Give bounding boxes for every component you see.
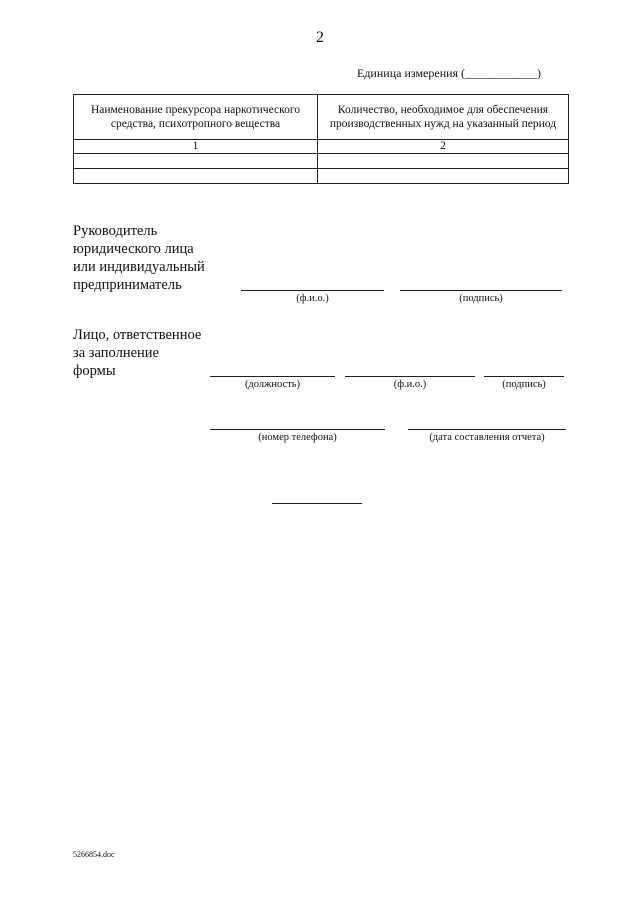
empty-cell: [318, 169, 569, 184]
head-of-entity-label: Руководитель юридического лица или индивидуальный предприниматель: [73, 223, 205, 293]
unit-of-measure-label: Единица измерения (____________): [357, 66, 542, 80]
report-date-caption: (дата составления отчета): [429, 432, 545, 443]
column-number-2: 2: [318, 140, 569, 154]
responsible-person-label: Лицо, ответственное за заполнение формы: [73, 327, 202, 379]
empty-cell: [74, 154, 318, 169]
empty-cell: [318, 154, 569, 169]
table-header-row: [74, 95, 569, 140]
header-required-quantity: Количество, необходимое для обеспечения производственных нужд на указанный период: [318, 95, 569, 140]
responsible-signature-caption: (подпись): [502, 379, 546, 390]
empty-cell: [74, 169, 318, 184]
responsible-phone-line: [210, 429, 385, 430]
table-row: [74, 169, 569, 184]
responsible-position-line: [210, 376, 335, 377]
head-signature-caption: (подпись): [459, 293, 503, 304]
page-number: 2: [316, 29, 324, 46]
responsible-phone-caption: (номер телефона): [258, 432, 337, 443]
precursor-requirements-table: [73, 94, 569, 184]
responsible-fio-caption: (ф.и.о.): [393, 379, 427, 390]
responsible-signature-line: [484, 376, 564, 377]
responsible-fio-line: [345, 376, 475, 377]
head-signature-line: [400, 290, 562, 291]
report-date-line: [408, 429, 566, 430]
header-precursor-name: Наименование прекурсора наркотического средства, психотропного вещества: [74, 95, 318, 140]
table-row: [74, 154, 569, 169]
document-filename: 5266854.doc: [73, 850, 115, 859]
end-separator-line: [272, 503, 362, 504]
column-number-1: 1: [74, 140, 318, 154]
head-fio-line: [241, 290, 384, 291]
responsible-position-caption: (должность): [244, 379, 301, 390]
column-number-row: [74, 140, 569, 154]
head-fio-caption: (ф.и.о.): [296, 293, 329, 304]
